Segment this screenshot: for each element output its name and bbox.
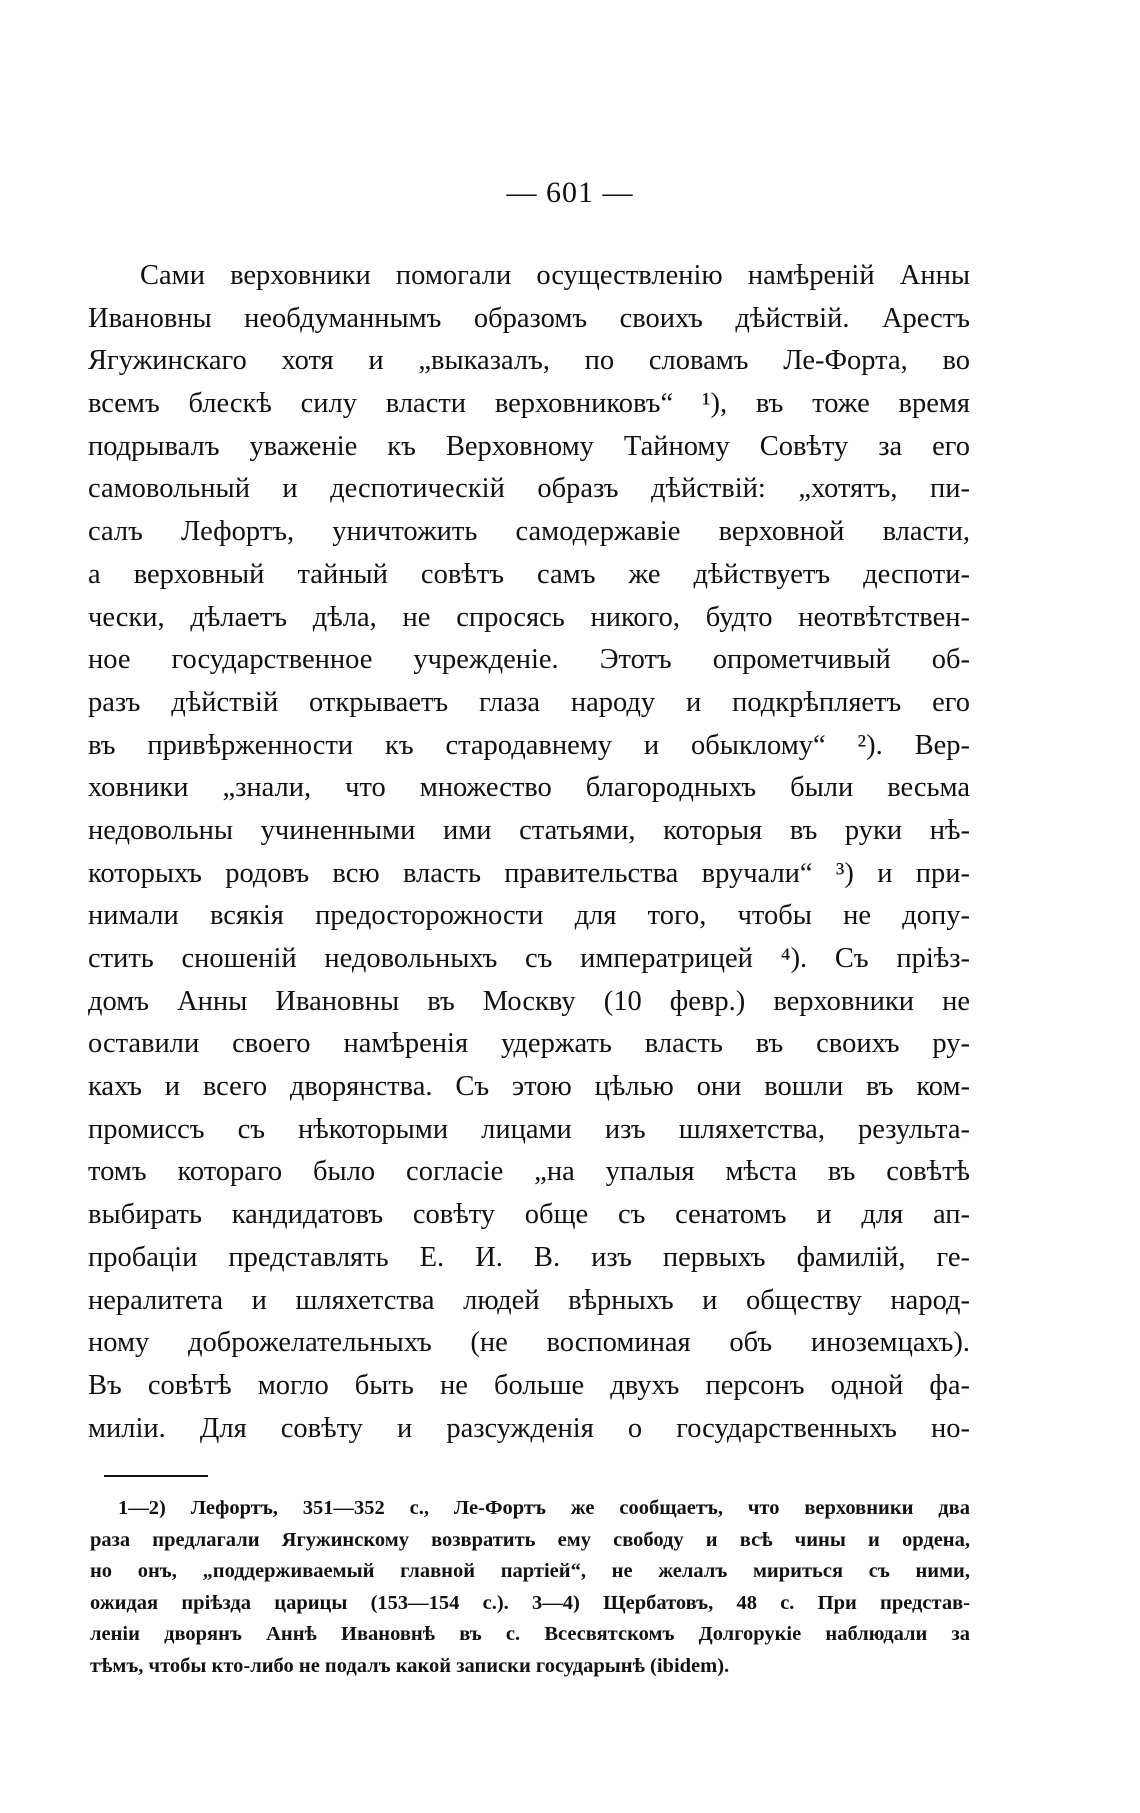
footnote-line: 1—2) Лефортъ, 351—352 с., Ле-Фортъ же сообщаетъ, что верховники два bbox=[118, 1497, 970, 1519]
text-line: Сами верховники помогали осуществленію намѣреній Анны bbox=[140, 260, 970, 291]
text-line: ному доброжелательныхъ (не воспоминая объ иноземцахъ). bbox=[88, 1327, 970, 1359]
text-line: выбирать кандидатовъ совѣту обще съ сенатомъ и для ап- bbox=[88, 1199, 970, 1231]
text-line: всемъ блескѣ силу власти верховниковъ“ ¹), въ тоже время bbox=[88, 388, 970, 420]
text-line: кахъ и всего дворянства. Съ этою цѣлью они вошли въ ком- bbox=[88, 1071, 970, 1103]
text-line: въ привѣрженности къ стародавнему и обыклому“ ²). Вер- bbox=[88, 729, 970, 761]
text-line: самовольный и деспотическій образъ дѣйствій: „хотятъ, пи- bbox=[88, 473, 970, 505]
footnote-divider bbox=[104, 1475, 208, 1477]
page-number: — 601 — bbox=[506, 176, 634, 209]
footnote-line: но онъ, „поддерживаемый главной партіей“, не желалъ мириться съ ними, bbox=[90, 1560, 970, 1583]
text-line: а верховный тайный совѣтъ самъ же дѣйствуетъ деспоти- bbox=[88, 558, 970, 590]
text-line: разъ дѣйствій открываетъ глаза народу и подкрѣпляетъ его bbox=[88, 686, 970, 718]
text-line: нералитета и шляхетства людей вѣрныхъ и обществу народ- bbox=[88, 1284, 970, 1316]
text-line: которыхъ родовъ всю власть правительства вручали“ ³) и при- bbox=[88, 857, 970, 889]
text-line: томъ котораго было согласіе „на упалыя мѣста въ совѣтѣ bbox=[88, 1156, 970, 1188]
text-line: промиссъ съ нѣкоторыми лицами изъ шляхетства, результа- bbox=[88, 1113, 970, 1145]
text-line: оставили своего намѣренія удержать власть въ своихъ ру- bbox=[88, 1028, 970, 1060]
footnote-line: ожидая пріѣзда царицы (153—154 с.). 3—4) Щербатовъ, 48 с. При представ- bbox=[90, 1591, 970, 1614]
footnote-line: леніи дворянъ Аннѣ Ивановнѣ въ с. Всесвятскомъ Долгорукіе наблюдали за bbox=[90, 1623, 970, 1646]
text-line: пробаціи представлять Е. И. В. изъ первыхъ фамилій, ге- bbox=[88, 1241, 970, 1273]
body-text bbox=[88, 255, 970, 1450]
text-line: ховники „знали, что множество благородныхъ были весьма bbox=[88, 772, 970, 804]
text-line: салъ Лефортъ, уничтожить самодержавіе верховной власти, bbox=[88, 516, 970, 548]
text-line: подрывалъ уваженіе къ Верховному Тайному Совѣту за его bbox=[88, 430, 970, 462]
text-line: домъ Анны Ивановны въ Москву (10 февр.) верховники не bbox=[88, 985, 970, 1017]
text-line: Въ совѣтѣ могло быть не больше двухъ персонъ одной фа- bbox=[88, 1369, 970, 1401]
text-line: миліи. Для совѣту и разсужденія о государственныхъ но- bbox=[88, 1412, 970, 1444]
footnotes bbox=[90, 1493, 970, 1683]
footnote-line: тѣмъ, чтобы кто-либо не подалъ какой записки государынѣ (ibidem). bbox=[90, 1654, 730, 1677]
text-line: Ягужинскаго хотя и „выказалъ, по словамъ Ле-Форта, во bbox=[88, 345, 970, 377]
text-line: нимали всякія предосторожности для того, чтобы не допу- bbox=[88, 900, 970, 932]
text-line: стить сношеній недовольныхъ съ императрицей ⁴). Съ пріѣз- bbox=[88, 943, 970, 974]
text-line: Ивановны необдуманнымъ образомъ своихъ дѣйствій. Арестъ bbox=[88, 302, 970, 334]
footnote-line: раза предлагали Ягужинскому возвратить ему свободу и всѣ чины и ордена, bbox=[90, 1528, 970, 1551]
text-line: ное государственное учрежденіе. Этотъ опрометчивый об- bbox=[88, 644, 970, 676]
text-line: недовольны учиненными ими статьями, которыя въ руки нѣ- bbox=[88, 814, 970, 846]
text-line: чески, дѣлаетъ дѣла, не спросясь никого, будто неотвѣтствен- bbox=[88, 601, 970, 633]
